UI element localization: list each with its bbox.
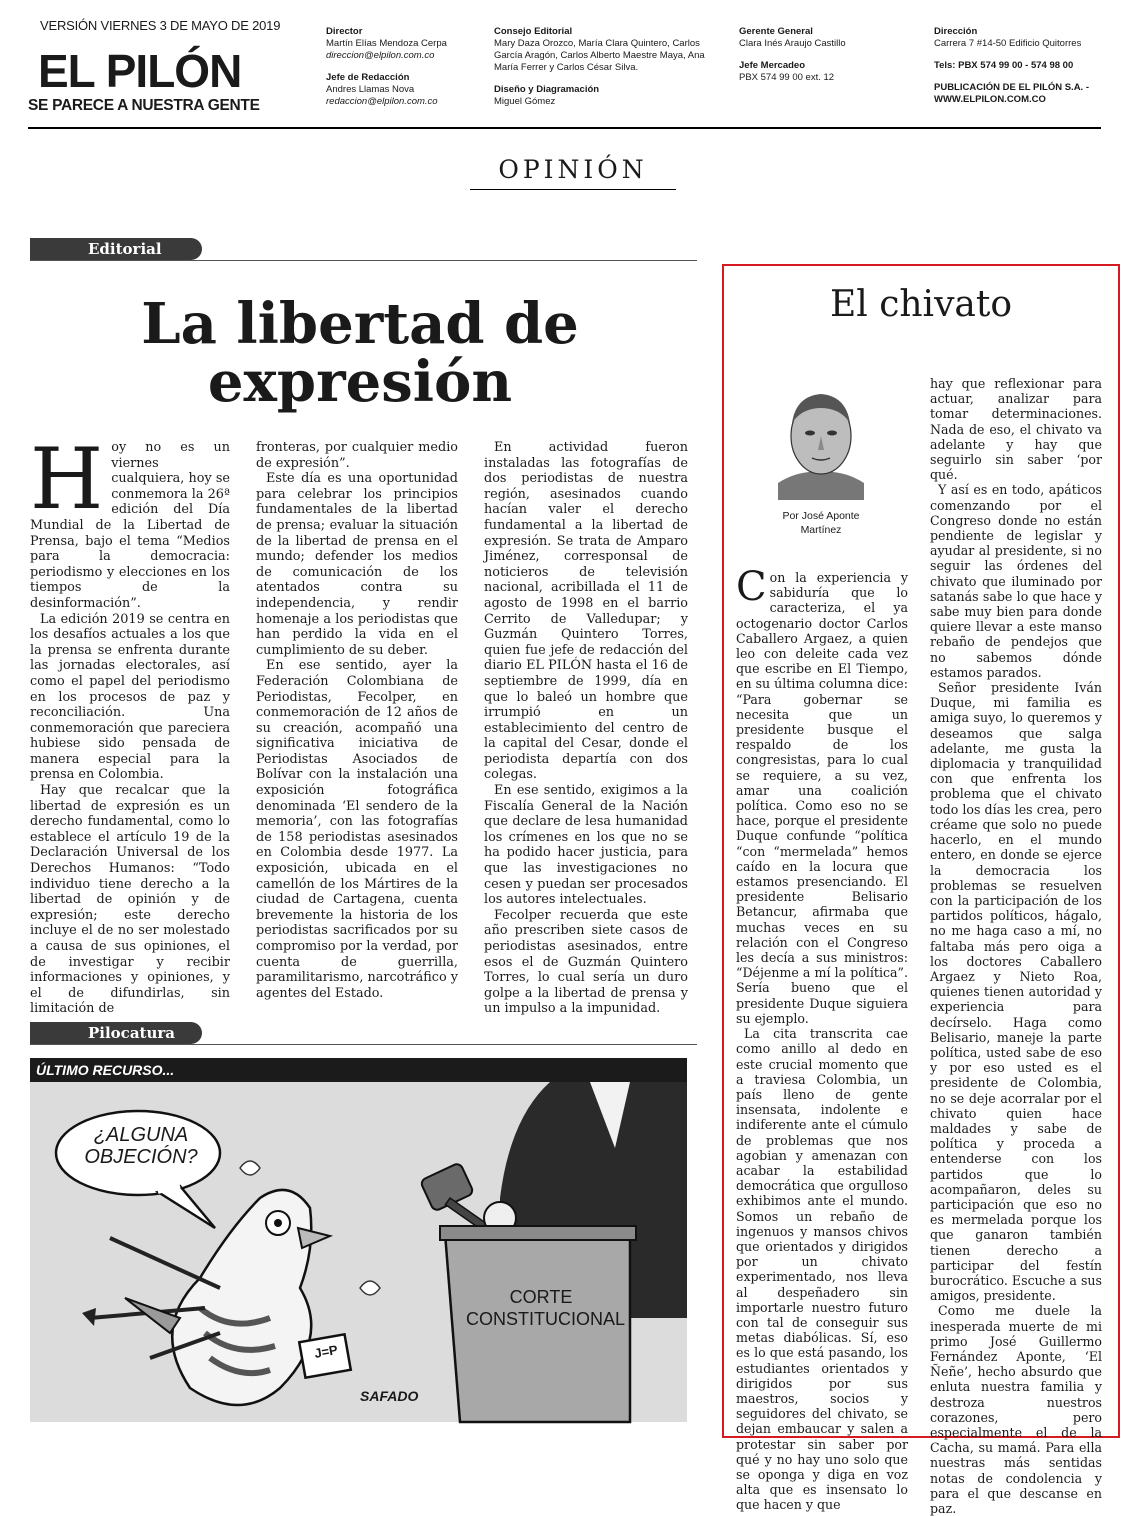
staff-gerencia <box>739 26 919 84</box>
editorial-rule <box>30 260 697 261</box>
editorial-paragraph: La edición 2019 se centra en los desafíos actuales a los que la prensa se enfrenta durante las jornadas electorales, así como el papel del periodismo en los procesos de paz y reconciliación. Una conmemoración que pareciera hubiese sido pensada de manera especial para la prensa en Colombia. <box>30 611 230 783</box>
telefonos: Tels: PBX 574 99 00 - 574 98 00 <box>934 60 1074 71</box>
slogan: SE PARECE A NUESTRA GENTE <box>28 97 260 114</box>
editorial-paragraph: Este día es una oportunidad para celebrar los principios fundamentales de la libertad de prensa; evaluar la situación de la libertad de prensa en el mundo; defender los medios de comunicación de los atentados contra su independencia, y rendir homenaje a los periodistas que han perdido la vida en el cumplimiento de su deber. <box>256 471 458 658</box>
editorial-paragraph: fronteras, por cualquier medio de expresión”. <box>256 440 458 471</box>
editorial-tab: Editorial <box>30 238 202 260</box>
editorial-dropcap: H <box>30 430 104 528</box>
direccion-label: Dirección <box>934 26 978 37</box>
gerente-name: Clara Inés Araujo Castillo <box>739 38 846 49</box>
editorial-headline: La libertad de expresión <box>141 291 579 415</box>
diseno-label: Diseño y Diagramación <box>494 84 600 95</box>
editorial-paragraph: oy no es un viernes cualquiera, hoy se conmemora la 26ª edición del Día Mundial de la Libertad de Prensa, bajo el tema “Medios para la democracia: periodismo y elecciones en los tiempos de la desinformación”. <box>30 440 230 611</box>
editorial-paragraph: En ese sentido, exigimos a la Fiscalía General de la Nación que declare de lesa humanidad los crímenes en los que no se ha podido hacer justicia, para que las investigaciones no cesen y puedan ser procesados los autores intelectuales. <box>484 783 688 908</box>
badge-text: J=P <box>313 1342 339 1361</box>
staff-direccion <box>934 26 1104 106</box>
mercadeo-phone: PBX 574 99 00 ext. 12 <box>739 72 835 83</box>
column-right <box>930 376 1102 1516</box>
gerente-label: Gerente General <box>739 26 813 37</box>
edition-date: VERSIÓN VIERNES 3 DE MAYO DE 2019 <box>40 18 281 33</box>
mercadeo-label: Jefe Mercadeo <box>739 60 806 71</box>
staff-director <box>326 26 486 108</box>
column-left <box>736 564 909 1513</box>
director-name: Martín Elías Mendoza Cerpa <box>326 38 447 49</box>
masthead-rule <box>28 127 1101 129</box>
diseno-name: Miguel Gómez <box>494 96 556 107</box>
direccion-address: Carrera 7 #14-50 Edificio Quitorres <box>934 38 1082 49</box>
staff-consejo <box>494 26 714 108</box>
director-label: Director <box>326 26 363 37</box>
column-title: El chivato <box>829 284 1013 325</box>
column-paragraph: on la experiencia y sabiduría que lo caracteriza, el ya octogenario doctor Carlos Caballero Argaez, a quien leo con deleite cada vez que escribe en El Tiempo, en su última columna dice: “Para gobernar se necesita que un presidente busque el respaldo de los congresistas, para lo cual se requiere, a su vez, amar una coalición política. Como eso no se hace, porque el presidente Duque confunde “política “con “mermelada” hemos caído en la locura que estamos presenciando. El presidente Belisario Betancur, afirmaba que muchas veces en su relación con el Congreso les decía a sus ministros: “Déjenme a mí la política”. Sería bueno que el presidente Duque siguiera su ejemplo. <box>736 570 909 1026</box>
redaccion-name: Andres Llamas Nova <box>326 84 415 95</box>
cartoon-drawing <box>30 1058 687 1422</box>
podium-text: CORTE CONSTITUCIONAL <box>466 1287 626 1329</box>
editorial-paragraph: En ese sentido, ayer la Federación Colombiana de Periodistas, Fecolper, en conmemoración de 12 años de su creación, acompañó una significativa iniciativa de Periodistas Asociados de Bolívar con la instalación una exposición fotográfica denominada ‘El sendero de la memoria’, con las fotografías de 158 periodistas asesinados en Colombia desde 1977. La exposición, ubicada en el camellón de los Mártires de la ciudad de Cartagena, cuenta brevemente la historia de los periodistas sacrificados por su compromiso por la verdad, por cuenta de guerrilla, paramilitarismo, narcotráfico y agentes del Estado. <box>256 658 458 1001</box>
column-paragraph: Y así es en todo, apáticos comenzando por el Congreso donde no están pendiente de legislar y ayudar al presidente, si no seguir las órdenes del chivato que iluminado por satanás sabe lo que hace y sabe muy bien para donde quiere llevar a este manso rebaño de pendejos que no sabemos dónde estamos parados. <box>930 482 1102 680</box>
cartoon-title: ÚLTIMO RECURSO... <box>30 1058 687 1082</box>
column-paragraph: La cita transcrita cae como anillo al dedo en este crucial momento que a traviesa Colombia, un país lleno de gente insensata, indolente e indiferente ante el cúmulo de problemas que nos agobian y amenazan con acabar la estabilidad democrática que orgulloso exhibimos ante el mundo. Somos un rebaño de ingenuos y mansos chivos que orientados y dirigidos por un chivato experimentado, nos lleva al despeñadero sin importarle nuestro futuro con tal de conseguir sus metas diabólicas. Sí, eso es lo que está pasando, los estudiantes orientados y dirigidos por sus maestros, socios y seguidores del chivato, se dejan embaucar y salen a protestar sin saber por qué y no hay uno solo que se oponga y diga en voz alta que es insensato lo que hacen y que <box>736 1026 908 1513</box>
editorial-paragraph: En actividad fueron instaladas las fotografías de dos periodistas de nuestra región, asesinados cuando hacían valer el derecho fundamental a la libertad de expresión. Se trata de Amparo Jiménez, corresponsal de noticieros de televisión nacional, acribillada el 11 de agosto de 1998 en el barrio Cerrito de Valledupar; y Guzmán Quintero Torres, quien fue jefe de redacción del diario EL PILÓN hasta el 16 de septiembre de 1999, día en que lo baleó un hombre que irrumpió en un establecimiento del centro de la capital del Cesar, donde el periodista departía con dos colegas. <box>484 440 688 783</box>
column-paragraph: Como me duele la inesperada muerte de mi primo José Guillermo Fernández Aponte, ‘El Ñeñe’, hecho absurdo que enluta nuestra familia y destroza nuestros corazones, pero especialmente el de la Cacha, su mamá. Para ella nuestras más sentidas notas de condolencia y para el que descanse en paz. <box>930 1303 1102 1516</box>
section-rule <box>470 189 676 190</box>
editorial-paragraph: Fecolper recuerda que este año prescriben siete casos de periodistas asesinados, entre esos el de Guzmán Quintero Torres, lo cual sería un duro golpe a la libertad de prensa y un impulso a la impunidad. <box>484 907 688 1017</box>
column-paragraph: Señor presidente Iván Duque, mi familia es amiga suyo, lo queremos y deseamos que salga adelante, me gusta la diplomacia y tranquilidad con que enfrenta los problema que el chivato todo los días les crea, pero créame que solo no puede hacerlo, en el mundo entero, en donde se ejerce la democracia los problemas se resuelven con la participación de los partidos políticos, hágalo, no me haga caso a mí, no faltaba más pero oiga a los doctores Caballero Argaez y Nieto Roa, quienes tienen autoridad y experiencia para decírselo. Haga como Belisario, maneje la parte política, usted sabe de eso y por eso usted es el presidente de Colombia, no se deje acorralar por el chivato quien hace maldades y sabe de política y proceda a entenderse con los partidos que lo acompañaron, deles su participación que eso no es mermelada porque los que ganaron también tienen derecho a participar del festín burocrático. Escuche a sus amigos, presidente. <box>930 680 1102 1304</box>
pilocatura-tab: Pilocatura <box>30 1022 202 1044</box>
consejo-label: Consejo Editorial <box>494 26 573 37</box>
editorial-column-1 <box>30 430 230 1017</box>
pilocatura-rule <box>30 1044 697 1045</box>
section-title: OPINIÓN <box>498 155 648 184</box>
column-paragraph: hay que reflexionar para actuar, analizar para tomar determinaciones. Nada de eso, el chivato va adelante y hay que seguirlo sin saber ‘por qué. <box>930 376 1102 483</box>
column-byline: Por José Aponte Martínez <box>782 510 860 536</box>
speech-text: ¿ALGUNA OBJECIÓN? <box>84 1124 198 1168</box>
redaccion-email[interactable]: redaccion@elpilon.com.co <box>326 96 438 107</box>
editorial-paragraph: Hay que recalcar que la libertad de expresión es un derecho fundamental, como lo establece el artículo 19 de la Declaración Universal de los Derechos Humanos: “Todo individuo tiene derecho a la libertad de opinión y de expresión; este derecho incluye el de no ser molestado a causa de sus opiniones, el de investigar y recibir informaciones y opiniones, y el de difundirlas, sin limitación de <box>30 783 230 1017</box>
editorial-column-2 <box>256 440 458 1001</box>
redaccion-label: Jefe de Redacción <box>326 72 410 83</box>
cartoon-signature: SAFADO <box>360 1388 419 1404</box>
consejo-names: Mary Daza Orozco, María Clara Quintero, Carlos García Aragón, Carlos Alberto Maestre Maya, Ana María Ferrer y Carlos César Silva. <box>494 38 705 73</box>
director-email[interactable]: direccion@elpilon.com.co <box>326 50 435 61</box>
author-photo <box>778 378 864 500</box>
column-dropcap: C <box>736 564 767 610</box>
editorial-column-3 <box>484 440 688 1017</box>
cartoon <box>30 1058 687 1422</box>
publicacion[interactable]: PUBLICACIÓN DE EL PILÓN S.A. - WWW.ELPILON.COM.CO <box>934 82 1090 105</box>
newspaper-logo[interactable]: EL PILÓN <box>38 45 242 97</box>
